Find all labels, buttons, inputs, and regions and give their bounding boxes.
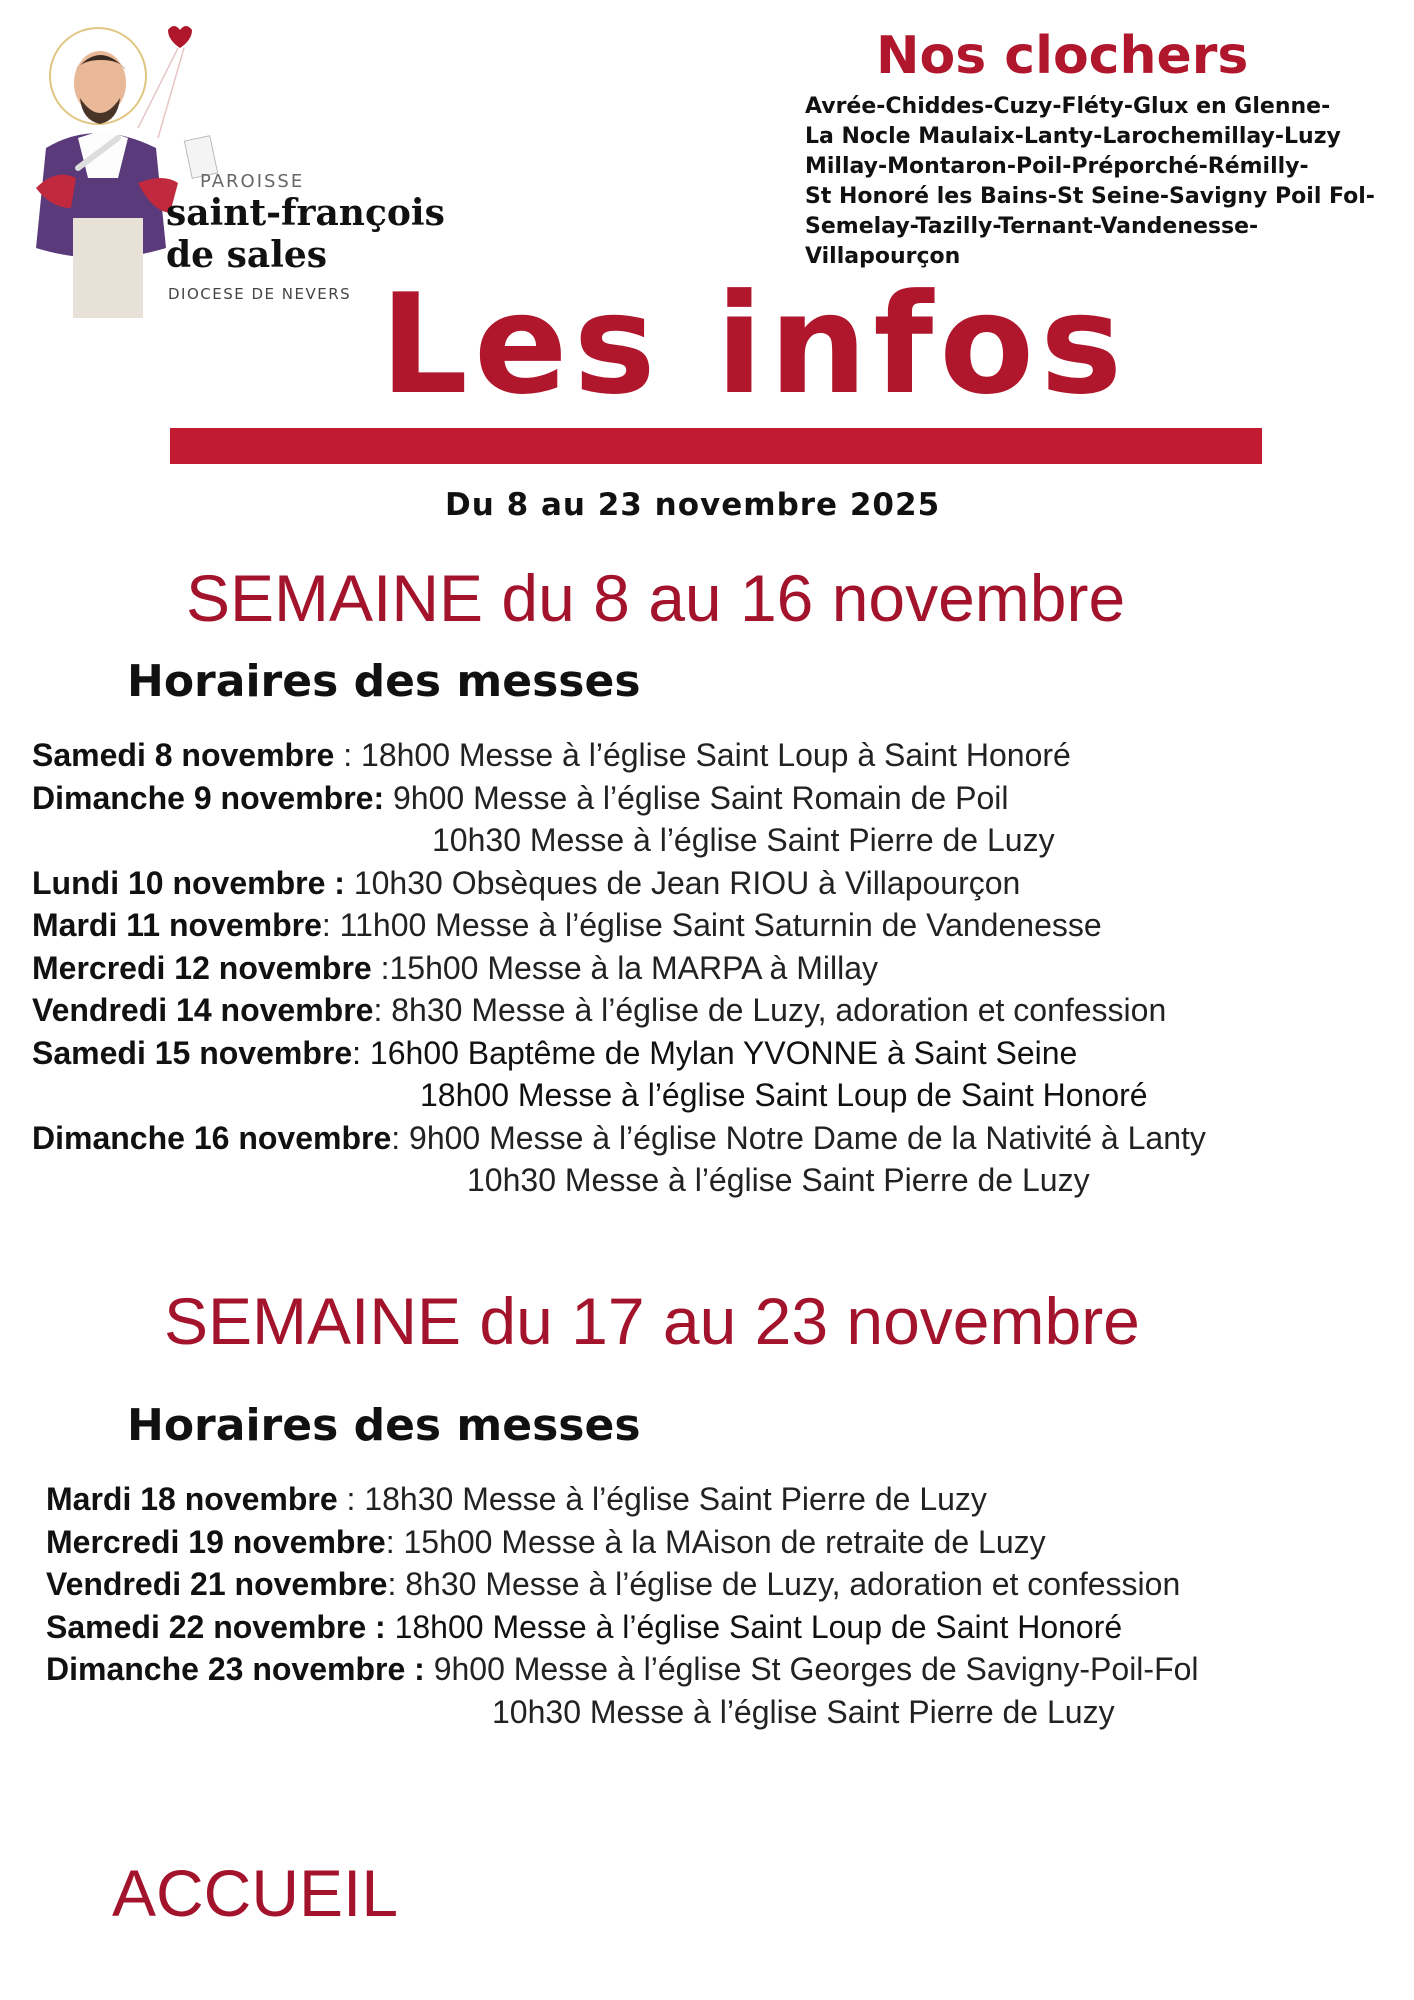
schedule-row bbox=[46, 1521, 1199, 1564]
week2-schedule bbox=[46, 1478, 1199, 1733]
schedule-text: : 18h00 Messe à l’église Saint Loup à Saint Honoré bbox=[343, 737, 1071, 773]
schedule-row bbox=[46, 1606, 1199, 1649]
schedule-row bbox=[46, 1648, 1199, 1691]
week1-heading: SEMAINE du 8 au 16 novembre bbox=[186, 561, 1126, 635]
week1-schedule bbox=[32, 734, 1206, 1202]
date-range: Du 8 au 23 novembre 2025 bbox=[445, 487, 941, 523]
schedule-row bbox=[32, 947, 1206, 990]
schedule-day: Dimanche 16 novembre bbox=[32, 1119, 392, 1156]
clochers-line: Villapourçon bbox=[805, 244, 961, 269]
schedule-text: : 8h30 Messe à l’église de Luzy, adoration et confession bbox=[387, 1566, 1181, 1602]
schedule-day: Vendredi 14 novembre bbox=[32, 992, 374, 1028]
clochers-line: Avrée-Chiddes-Cuzy-Fléty-Glux en Glenne- bbox=[805, 94, 1331, 119]
parish-name-line1: saint-françois bbox=[166, 192, 445, 234]
schedule-text: :15h00 Messe à la MARPA à Millay bbox=[371, 949, 878, 986]
week1-subheading: Horaires des messes bbox=[127, 656, 641, 707]
clochers-list bbox=[805, 92, 1407, 272]
parish-name-line2: de sales bbox=[166, 234, 328, 276]
schedule-row bbox=[32, 989, 1206, 1032]
schedule-text: 9h00 Messe à l’église St Georges de Savigny-Poil-Fol bbox=[424, 1651, 1199, 1687]
schedule-text: : 8h30 Messe à l’église de Luzy, adoration et confession bbox=[373, 992, 1167, 1028]
schedule-text: : 9h00 Messe à l’église Notre Dame de la Nativité à Lanty bbox=[391, 1119, 1206, 1156]
week2-subheading: Horaires des messes bbox=[127, 1400, 641, 1451]
schedule-row bbox=[32, 1159, 1206, 1202]
schedule-text: 18h00 Messe à l’église Saint Loup de Saint Honoré bbox=[385, 1608, 1123, 1645]
schedule-row bbox=[46, 1478, 1199, 1521]
page-title: Les infos bbox=[380, 264, 1129, 425]
schedule-text: : 15h00 Messe à la MAison de retraite de Luzy bbox=[385, 1523, 1046, 1560]
schedule-day: Mercredi 19 novembre bbox=[46, 1523, 386, 1560]
schedule-day: Dimanche 23 novembre : bbox=[46, 1651, 425, 1687]
accueil-heading: ACCUEIL bbox=[112, 1856, 399, 1930]
schedule-continuation: 18h00 Messe à l’église Saint Loup de Saint Honoré bbox=[420, 1077, 1148, 1113]
schedule-continuation: 10h30 Messe à l’église Saint Pierre de Luzy bbox=[432, 822, 1055, 858]
diocese-label: DIOCESE DE NEVERS bbox=[168, 285, 352, 303]
schedule-text: 10h30 Obsèques de Jean RIOU à Villapourçon bbox=[344, 864, 1021, 901]
clochers-title: Nos clochers bbox=[876, 26, 1249, 86]
schedule-continuation: 10h30 Messe à l’église Saint Pierre de Luzy bbox=[492, 1693, 1115, 1730]
schedule-day: Mardi 18 novembre bbox=[46, 1481, 338, 1517]
schedule-day: Dimanche 9 novembre: bbox=[32, 779, 385, 816]
schedule-day: Mardi 11 novembre bbox=[32, 907, 322, 943]
schedule-row bbox=[32, 904, 1206, 947]
schedule-text: 9h00 Messe à l’église Saint Romain de Poil bbox=[384, 779, 1009, 816]
schedule-day: Samedi 22 novembre : bbox=[46, 1608, 386, 1645]
clochers-line: La Nocle Maulaix-Lanty-Larochemillay-Luzy bbox=[805, 124, 1341, 149]
schedule-day: Samedi 8 novembre bbox=[32, 737, 344, 773]
schedule-day: Lundi 10 novembre : bbox=[32, 864, 345, 901]
schedule-day: Samedi 15 novembre bbox=[32, 1034, 353, 1071]
schedule-row bbox=[32, 1074, 1206, 1117]
schedule-row bbox=[46, 1691, 1199, 1734]
week2-heading: SEMAINE du 17 au 23 novembre bbox=[164, 1284, 1140, 1358]
schedule-row bbox=[46, 1563, 1199, 1606]
parish-label: PAROISSE bbox=[200, 171, 305, 192]
schedule-day: Mercredi 12 novembre bbox=[32, 949, 372, 986]
title-underline bbox=[170, 428, 1262, 464]
clochers-line: Semelay-Tazilly-Ternant-Vandenesse- bbox=[805, 214, 1259, 239]
schedule-day: Vendredi 21 novembre bbox=[46, 1566, 388, 1602]
schedule-row bbox=[32, 1117, 1206, 1160]
schedule-text: : 16h00 Baptême de Mylan YVONNE à Saint Seine bbox=[352, 1034, 1078, 1071]
clochers-line: Millay-Montaron-Poil-Préporché-Rémilly- bbox=[805, 154, 1309, 179]
schedule-row bbox=[32, 819, 1206, 862]
schedule-continuation: 10h30 Messe à l’église Saint Pierre de Luzy bbox=[467, 1162, 1090, 1198]
schedule-row bbox=[32, 1032, 1206, 1075]
schedule-row bbox=[32, 862, 1206, 905]
schedule-text: : 18h30 Messe à l’église Saint Pierre de Luzy bbox=[337, 1481, 987, 1517]
schedule-row bbox=[32, 734, 1206, 777]
schedule-text: : 11h00 Messe à l’église Saint Saturnin de Vandenesse bbox=[321, 907, 1102, 943]
clochers-line: St Honoré les Bains-St Seine-Savigny Poil Fol- bbox=[805, 184, 1375, 209]
schedule-row bbox=[32, 777, 1206, 820]
sacred-heart-icon bbox=[168, 26, 192, 48]
